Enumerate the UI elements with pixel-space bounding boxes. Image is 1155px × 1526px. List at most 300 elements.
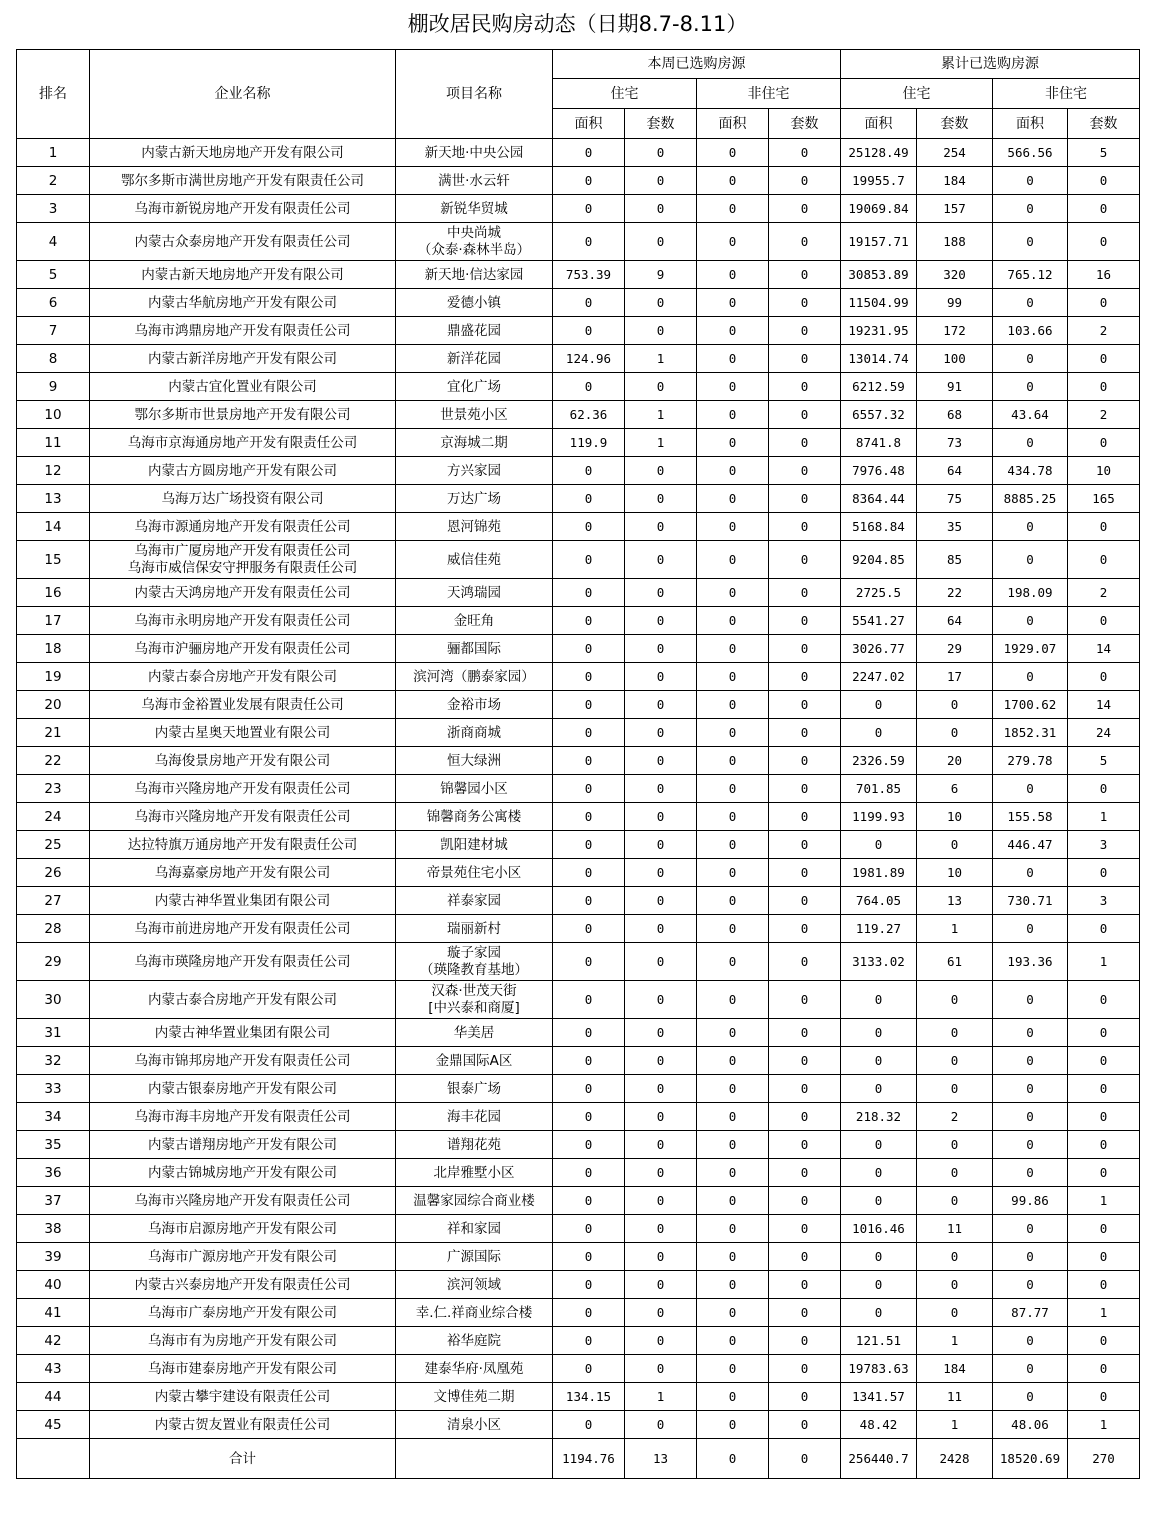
cum-non-area-cell: 0: [993, 1131, 1068, 1159]
week-res-area-cell: 0: [553, 195, 625, 223]
cum-res-units-cell: 0: [917, 691, 993, 719]
cum-res-units-cell: 0: [917, 719, 993, 747]
week-non-units-cell: 0: [769, 373, 841, 401]
week-res-area-cell: 0: [553, 1047, 625, 1075]
week-res-area-cell: 0: [553, 1299, 625, 1327]
cum-non-area-cell: 0: [993, 1047, 1068, 1075]
project-cell: 锦馨商务公寓楼: [396, 803, 553, 831]
cum-res-units-cell: 29: [917, 635, 993, 663]
week-res-units-cell: 0: [625, 1075, 697, 1103]
week-res-units-cell: 0: [625, 1243, 697, 1271]
week-res-units-cell: 0: [625, 1187, 697, 1215]
cum-res-units-cell: 100: [917, 345, 993, 373]
cum-non-units-cell: 3: [1068, 887, 1140, 915]
cum-res-area-cell: 6557.32: [841, 401, 917, 429]
cum-res-area-cell: 19069.84: [841, 195, 917, 223]
company-cell: 内蒙古华航房地产开发有限公司: [90, 289, 396, 317]
week-non-units-cell: 0: [769, 513, 841, 541]
rank-cell: 36: [17, 1159, 90, 1187]
cum-res-area-cell: 764.05: [841, 887, 917, 915]
week-non-area-cell: 0: [697, 1131, 769, 1159]
cum-non-units-cell: 2: [1068, 579, 1140, 607]
week-res-area-cell: 0: [553, 691, 625, 719]
week-res-area-cell: 0: [553, 635, 625, 663]
project-cell: 裕华庭院: [396, 1327, 553, 1355]
cum-res-area-cell: 0: [841, 981, 917, 1019]
rank-cell: 40: [17, 1271, 90, 1299]
rank-cell: 29: [17, 943, 90, 981]
cum-res-units-cell: 17: [917, 663, 993, 691]
week-res-area-cell: 0: [553, 317, 625, 345]
table-row: [17, 167, 1140, 195]
week-non-area-cell: 0: [697, 373, 769, 401]
cum-non-area-cell: 0: [993, 981, 1068, 1019]
week-res-units-cell: 0: [625, 167, 697, 195]
cum-non-area-cell: 0: [993, 915, 1068, 943]
company-cell: 乌海市永明房地产开发有限责任公司: [90, 607, 396, 635]
cum-non-units-cell: 0: [1068, 345, 1140, 373]
cum-non-area-cell: 0: [993, 1271, 1068, 1299]
cum-res-units-cell: 73: [917, 429, 993, 457]
total-cum-non-area: 18520.69: [993, 1439, 1068, 1479]
cum-res-area-cell: 3026.77: [841, 635, 917, 663]
total-week-res-area: 1194.76: [553, 1439, 625, 1479]
project-cell: 满世·水云轩: [396, 167, 553, 195]
cum-res-area-cell: 0: [841, 1075, 917, 1103]
company-cell: 内蒙古贺友置业有限责任公司: [90, 1411, 396, 1439]
week-res-area-cell: 0: [553, 1243, 625, 1271]
week-non-area-cell: 0: [697, 915, 769, 943]
week-res-area-cell: 0: [553, 541, 625, 579]
rank-cell: 14: [17, 513, 90, 541]
cum-res-area-cell: 8364.44: [841, 485, 917, 513]
week-res-units-cell: 0: [625, 485, 697, 513]
week-res-units-cell: 0: [625, 775, 697, 803]
table-row: [17, 541, 1140, 579]
cum-non-area-cell: 1700.62: [993, 691, 1068, 719]
cum-non-units-cell: 0: [1068, 981, 1140, 1019]
cum-res-area-cell: 19783.63: [841, 1355, 917, 1383]
week-res-area-cell: 0: [553, 1271, 625, 1299]
week-res-units-cell: 0: [625, 1355, 697, 1383]
company-cell: 内蒙古泰合房地产开发有限公司: [90, 981, 396, 1019]
company-cell: 乌海嘉豪房地产开发有限公司: [90, 859, 396, 887]
week-res-area-cell: 124.96: [553, 345, 625, 373]
week-non-units-cell: 0: [769, 1187, 841, 1215]
rank-cell: 41: [17, 1299, 90, 1327]
project-cell: 鼎盛花园: [396, 317, 553, 345]
project-cell: 威信佳苑: [396, 541, 553, 579]
week-res-units-cell: 0: [625, 663, 697, 691]
table-row: [17, 1103, 1140, 1131]
week-non-units-cell: 0: [769, 223, 841, 261]
week-res-units-cell: 0: [625, 981, 697, 1019]
cum-res-units-cell: 91: [917, 373, 993, 401]
rank-cell: 11: [17, 429, 90, 457]
rank-cell: 25: [17, 831, 90, 859]
week-res-area-cell: 0: [553, 1075, 625, 1103]
project-cell: 恒大绿洲: [396, 747, 553, 775]
project-cell: 清泉小区: [396, 1411, 553, 1439]
cum-non-units-cell: 165: [1068, 485, 1140, 513]
table-row: [17, 1159, 1140, 1187]
cum-non-units-cell: 0: [1068, 195, 1140, 223]
cum-non-area-cell: 0: [993, 289, 1068, 317]
cum-non-area-cell: 43.64: [993, 401, 1068, 429]
cum-res-area-cell: 0: [841, 1131, 917, 1159]
header-week-non-residential: 非住宅: [697, 79, 841, 109]
week-res-area-cell: 62.36: [553, 401, 625, 429]
rank-cell: 18: [17, 635, 90, 663]
week-res-units-cell: 0: [625, 541, 697, 579]
company-cell: 内蒙古神华置业集团有限公司: [90, 1019, 396, 1047]
total-project-cell: [396, 1439, 553, 1479]
rank-cell: 9: [17, 373, 90, 401]
cum-res-area-cell: 5168.84: [841, 513, 917, 541]
week-non-units-cell: 0: [769, 691, 841, 719]
week-res-units-cell: 9: [625, 261, 697, 289]
cum-res-area-cell: 2725.5: [841, 579, 917, 607]
week-non-area-cell: 0: [697, 1299, 769, 1327]
week-non-area-cell: 0: [697, 747, 769, 775]
week-non-area-cell: 0: [697, 167, 769, 195]
week-non-units-cell: 0: [769, 915, 841, 943]
week-res-units-cell: 0: [625, 719, 697, 747]
company-cell: 乌海市锦邦房地产开发有限责任公司: [90, 1047, 396, 1075]
project-cell: 方兴家园: [396, 457, 553, 485]
week-non-area-cell: 0: [697, 635, 769, 663]
cum-res-area-cell: 1341.57: [841, 1383, 917, 1411]
week-non-units-cell: 0: [769, 859, 841, 887]
cum-non-units-cell: 0: [1068, 859, 1140, 887]
company-cell: 内蒙古锦城房地产开发有限公司: [90, 1159, 396, 1187]
rank-cell: 3: [17, 195, 90, 223]
table-row: [17, 373, 1140, 401]
rank-cell: 39: [17, 1243, 90, 1271]
company-cell: 内蒙古星奥天地置业有限公司: [90, 719, 396, 747]
cum-res-area-cell: 0: [841, 691, 917, 719]
cum-res-units-cell: 1: [917, 915, 993, 943]
table-row: [17, 607, 1140, 635]
cum-non-area-cell: 765.12: [993, 261, 1068, 289]
table-row: [17, 981, 1140, 1019]
cum-non-area-cell: 0: [993, 541, 1068, 579]
cum-non-units-cell: 2: [1068, 317, 1140, 345]
project-cell: 金鼎国际A区: [396, 1047, 553, 1075]
company-cell: 乌海市建泰房地产开发有限公司: [90, 1355, 396, 1383]
week-res-units-cell: 0: [625, 1215, 697, 1243]
project-cell: 温馨家园综合商业楼: [396, 1187, 553, 1215]
week-res-area-cell: 0: [553, 1131, 625, 1159]
table-row: [17, 1131, 1140, 1159]
project-cell: 爱德小镇: [396, 289, 553, 317]
week-res-area-cell: 0: [553, 803, 625, 831]
cum-non-units-cell: 0: [1068, 1047, 1140, 1075]
header-units: 套数: [917, 109, 993, 139]
cum-res-area-cell: 0: [841, 1271, 917, 1299]
company-cell: 内蒙古泰合房地产开发有限公司: [90, 663, 396, 691]
company-cell: 乌海市源通房地产开发有限责任公司: [90, 513, 396, 541]
week-non-area-cell: 0: [697, 831, 769, 859]
week-res-units-cell: 0: [625, 943, 697, 981]
week-non-area-cell: 0: [697, 943, 769, 981]
cum-res-area-cell: 0: [841, 1187, 917, 1215]
company-cell: 乌海市广源房地产开发有限公司: [90, 1243, 396, 1271]
cum-res-units-cell: 320: [917, 261, 993, 289]
week-res-area-cell: 0: [553, 485, 625, 513]
project-cell: 恩河锦苑: [396, 513, 553, 541]
cum-non-area-cell: 0: [993, 1103, 1068, 1131]
cum-non-units-cell: 1: [1068, 1299, 1140, 1327]
rank-cell: 1: [17, 139, 90, 167]
week-res-area-cell: 0: [553, 1187, 625, 1215]
week-non-units-cell: 0: [769, 1103, 841, 1131]
project-cell: 滨河湾（鹏泰家园）: [396, 663, 553, 691]
project-cell: 建泰华府·凤凰苑: [396, 1355, 553, 1383]
cum-non-area-cell: 99.86: [993, 1187, 1068, 1215]
week-non-units-cell: 0: [769, 1411, 841, 1439]
cum-non-area-cell: 0: [993, 223, 1068, 261]
week-res-units-cell: 0: [625, 1299, 697, 1327]
cum-res-area-cell: 1016.46: [841, 1215, 917, 1243]
cum-res-area-cell: 19955.7: [841, 167, 917, 195]
week-non-units-cell: 0: [769, 1271, 841, 1299]
cum-res-units-cell: 0: [917, 1187, 993, 1215]
week-non-units-cell: 0: [769, 607, 841, 635]
project-cell: 京海城二期: [396, 429, 553, 457]
header-cumulative: 累计已选购房源: [841, 50, 1140, 79]
cum-non-units-cell: 0: [1068, 1103, 1140, 1131]
week-res-units-cell: 0: [625, 859, 697, 887]
project-cell: 金旺角: [396, 607, 553, 635]
week-res-units-cell: 0: [625, 223, 697, 261]
rank-cell: 4: [17, 223, 90, 261]
cum-non-units-cell: 0: [1068, 1159, 1140, 1187]
week-res-units-cell: 0: [625, 1159, 697, 1187]
table-row: [17, 1271, 1140, 1299]
cum-res-area-cell: 1981.89: [841, 859, 917, 887]
cum-non-units-cell: 10: [1068, 457, 1140, 485]
company-cell: 内蒙古攀宇建设有限责任公司: [90, 1383, 396, 1411]
cum-non-area-cell: 0: [993, 859, 1068, 887]
company-cell: 内蒙古新洋房地产开发有限公司: [90, 345, 396, 373]
table-row: [17, 1383, 1140, 1411]
week-res-area-cell: 0: [553, 747, 625, 775]
rank-cell: 12: [17, 457, 90, 485]
week-res-area-cell: 0: [553, 1103, 625, 1131]
cum-res-units-cell: 157: [917, 195, 993, 223]
cum-res-units-cell: 22: [917, 579, 993, 607]
week-non-area-cell: 0: [697, 1411, 769, 1439]
week-res-area-cell: 0: [553, 223, 625, 261]
company-cell: 内蒙古天鸿房地产开发有限责任公司: [90, 579, 396, 607]
company-cell: 乌海俊景房地产开发有限公司: [90, 747, 396, 775]
cum-res-units-cell: 0: [917, 1159, 993, 1187]
cum-non-units-cell: 0: [1068, 607, 1140, 635]
cum-res-area-cell: 0: [841, 1047, 917, 1075]
table-row: [17, 261, 1140, 289]
cum-res-units-cell: 99: [917, 289, 993, 317]
total-week-non-area: 0: [697, 1439, 769, 1479]
company-cell: 达拉特旗万通房地产开发有限责任公司: [90, 831, 396, 859]
rank-cell: 16: [17, 579, 90, 607]
cum-non-area-cell: 103.66: [993, 317, 1068, 345]
project-cell: 宜化广场: [396, 373, 553, 401]
cum-res-area-cell: 0: [841, 831, 917, 859]
project-cell: 海丰花园: [396, 1103, 553, 1131]
project-cell: 北岸雅墅小区: [396, 1159, 553, 1187]
cum-non-units-cell: 0: [1068, 289, 1140, 317]
company-cell: 乌海市广厦房地产开发有限责任公司 乌海市威信保安守押服务有限责任公司: [90, 541, 396, 579]
week-res-area-cell: 0: [553, 139, 625, 167]
week-non-area-cell: 0: [697, 1019, 769, 1047]
week-non-area-cell: 0: [697, 579, 769, 607]
week-non-area-cell: 0: [697, 1243, 769, 1271]
header-project: 项目名称: [396, 50, 553, 139]
week-non-units-cell: 0: [769, 1355, 841, 1383]
week-res-area-cell: 0: [553, 289, 625, 317]
week-non-area-cell: 0: [697, 803, 769, 831]
cum-res-area-cell: 19157.71: [841, 223, 917, 261]
cum-res-area-cell: 2247.02: [841, 663, 917, 691]
week-non-area-cell: 0: [697, 719, 769, 747]
company-cell: 内蒙古方圆房地产开发有限公司: [90, 457, 396, 485]
cum-res-area-cell: 11504.99: [841, 289, 917, 317]
company-cell: 内蒙古银泰房地产开发有限公司: [90, 1075, 396, 1103]
table-row: [17, 579, 1140, 607]
week-non-units-cell: 0: [769, 289, 841, 317]
cum-non-units-cell: 3: [1068, 831, 1140, 859]
company-cell: 乌海市新锐房地产开发有限责任公司: [90, 195, 396, 223]
week-non-area-cell: 0: [697, 887, 769, 915]
cum-non-units-cell: 5: [1068, 139, 1140, 167]
company-cell: 乌海市海丰房地产开发有限责任公司: [90, 1103, 396, 1131]
cum-non-area-cell: 0: [993, 1355, 1068, 1383]
project-cell: 祥和家园: [396, 1215, 553, 1243]
week-res-area-cell: 0: [553, 373, 625, 401]
rank-cell: 20: [17, 691, 90, 719]
project-cell: 谱翔花苑: [396, 1131, 553, 1159]
cum-res-units-cell: 184: [917, 167, 993, 195]
week-res-area-cell: 0: [553, 1411, 625, 1439]
total-week-non-units: 0: [769, 1439, 841, 1479]
cum-non-units-cell: 0: [1068, 167, 1140, 195]
week-res-units-cell: 0: [625, 1047, 697, 1075]
table-row: [17, 457, 1140, 485]
week-non-area-cell: 0: [697, 289, 769, 317]
cum-res-units-cell: 64: [917, 607, 993, 635]
table-row: [17, 831, 1140, 859]
week-res-units-cell: 0: [625, 513, 697, 541]
rank-cell: 19: [17, 663, 90, 691]
week-non-units-cell: 0: [769, 485, 841, 513]
table-row: [17, 859, 1140, 887]
cum-res-units-cell: 188: [917, 223, 993, 261]
project-cell: 新锐华贸城: [396, 195, 553, 223]
week-non-units-cell: 0: [769, 635, 841, 663]
week-non-units-cell: 0: [769, 803, 841, 831]
cum-non-units-cell: 1: [1068, 1411, 1140, 1439]
company-cell: 内蒙古兴泰房地产开发有限责任公司: [90, 1271, 396, 1299]
table-row: [17, 943, 1140, 981]
week-res-units-cell: 0: [625, 579, 697, 607]
table-row: [17, 635, 1140, 663]
total-cum-res-area: 256440.7: [841, 1439, 917, 1479]
week-non-area-cell: 0: [697, 663, 769, 691]
week-non-units-cell: 0: [769, 775, 841, 803]
header-area: 面积: [697, 109, 769, 139]
week-non-units-cell: 0: [769, 1327, 841, 1355]
week-non-area-cell: 0: [697, 485, 769, 513]
table-row: [17, 513, 1140, 541]
week-non-units-cell: 0: [769, 1075, 841, 1103]
rank-cell: 22: [17, 747, 90, 775]
rank-cell: 26: [17, 859, 90, 887]
week-non-area-cell: 0: [697, 345, 769, 373]
week-non-units-cell: 0: [769, 1215, 841, 1243]
week-res-units-cell: 0: [625, 607, 697, 635]
week-res-area-cell: 753.39: [553, 261, 625, 289]
project-cell: 帝景苑住宅小区: [396, 859, 553, 887]
company-cell: 乌海市鸿鼎房地产开发有限责任公司: [90, 317, 396, 345]
week-res-units-cell: 0: [625, 289, 697, 317]
cum-res-area-cell: 0: [841, 1019, 917, 1047]
week-non-units-cell: 0: [769, 981, 841, 1019]
week-res-units-cell: 0: [625, 887, 697, 915]
cum-res-area-cell: 1199.93: [841, 803, 917, 831]
cum-res-units-cell: 1: [917, 1411, 993, 1439]
cum-res-area-cell: 5541.27: [841, 607, 917, 635]
rank-cell: 35: [17, 1131, 90, 1159]
week-res-area-cell: 0: [553, 607, 625, 635]
company-cell: 乌海市兴隆房地产开发有限责任公司: [90, 1187, 396, 1215]
cum-non-area-cell: 434.78: [993, 457, 1068, 485]
week-res-units-cell: 0: [625, 803, 697, 831]
week-non-area-cell: 0: [697, 401, 769, 429]
rank-cell: 8: [17, 345, 90, 373]
cum-non-area-cell: 446.47: [993, 831, 1068, 859]
cum-res-units-cell: 11: [917, 1383, 993, 1411]
rank-cell: 2: [17, 167, 90, 195]
table-row: [17, 803, 1140, 831]
cum-non-area-cell: 0: [993, 607, 1068, 635]
company-cell: 乌海市兴隆房地产开发有限责任公司: [90, 803, 396, 831]
week-non-area-cell: 0: [697, 139, 769, 167]
table-row: [17, 1243, 1140, 1271]
rank-cell: 42: [17, 1327, 90, 1355]
cum-res-area-cell: 3133.02: [841, 943, 917, 981]
week-non-area-cell: 0: [697, 859, 769, 887]
cum-non-units-cell: 0: [1068, 373, 1140, 401]
table-body: [17, 139, 1140, 1479]
company-cell: 内蒙古神华置业集团有限公司: [90, 887, 396, 915]
week-non-area-cell: 0: [697, 457, 769, 485]
project-cell: 世景苑小区: [396, 401, 553, 429]
company-cell: 乌海市京海通房地产开发有限责任公司: [90, 429, 396, 457]
header-rank: 排名: [17, 50, 90, 139]
week-non-units-cell: 0: [769, 429, 841, 457]
week-non-units-cell: 0: [769, 139, 841, 167]
week-non-area-cell: 0: [697, 261, 769, 289]
week-non-units-cell: 0: [769, 887, 841, 915]
header-area: 面积: [841, 109, 917, 139]
cum-res-units-cell: 0: [917, 1047, 993, 1075]
week-non-units-cell: 0: [769, 195, 841, 223]
cum-non-area-cell: 193.36: [993, 943, 1068, 981]
week-non-units-cell: 0: [769, 345, 841, 373]
cum-non-units-cell: 0: [1068, 663, 1140, 691]
table-row: [17, 915, 1140, 943]
